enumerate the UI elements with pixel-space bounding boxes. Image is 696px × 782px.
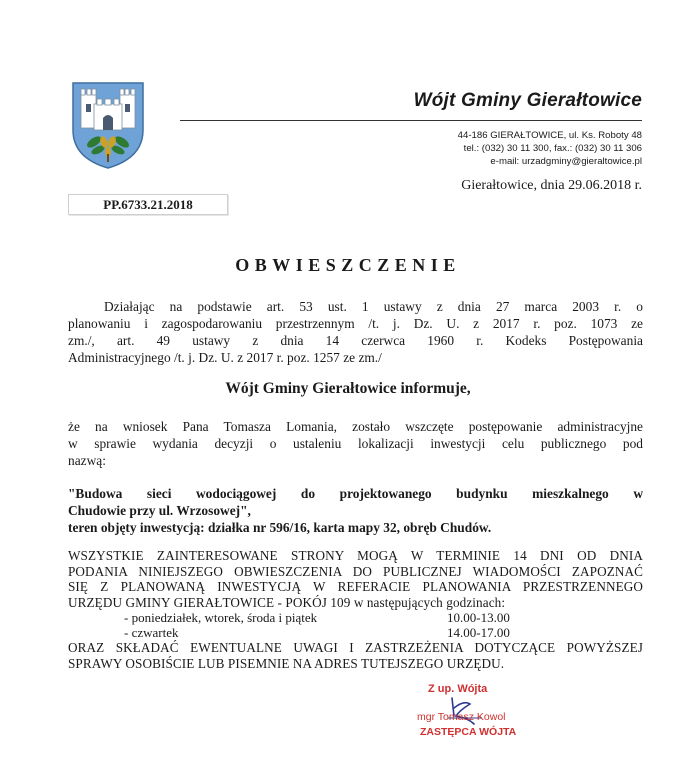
address-email: e-mail: urzadgminy@gieraltowice.pl <box>490 156 642 167</box>
text-line: zm./, art. 49 ustawy z dnia 14 czerwca 1960 r. Kodeks Postępowania <box>68 333 643 348</box>
office-hours-days: - czwartek <box>124 625 179 640</box>
header-divider <box>180 120 642 121</box>
address-phone-fax: tel.: (032) 30 11 300, fax.: (032) 30 11 306 <box>463 143 642 154</box>
legal-basis-paragraph <box>68 298 643 366</box>
text-line: w sprawie wydania decyzji o ustaleniu lokalizacji inwestycji celu publicznego pod <box>68 436 643 451</box>
signature-role: ZASTĘPCA WÓJTA <box>420 726 517 738</box>
text-line: ORAZ SKŁADAĆ EWENTUALNE UWAGI I ZASTRZEŻENIA DOTYCZĄCE POWYŻSZEJ <box>68 640 643 655</box>
office-hours-time: 10.00-13.00 <box>447 610 510 625</box>
text-line: SPRAWY OSOBIŚCIE LUB PISEMNIE NA ADRES TUTEJSZEGO URZĘDU. <box>68 655 505 671</box>
office-title: Wójt Gminy Gierałtowice <box>413 90 642 111</box>
reference-number: PP.6733.21.2018 <box>68 194 228 215</box>
body-paragraph <box>68 418 643 469</box>
text-line: SIĘ Z PLANOWANĄ INWESTYCJĄ W REFERACIE PLANOWANIA PRZESTRZENNEGO <box>68 579 643 594</box>
project-description <box>68 485 643 536</box>
place-and-date: Gierałtowice, dnia 29.06.2018 r. <box>461 178 642 193</box>
signature-authority: Z up. Wójta <box>428 683 488 695</box>
text-line: URZĘDU GMINY GIERAŁTOWICE - POKÓJ 109 w następujących godzinach: <box>68 594 506 610</box>
text-line: PODANIA NINIEJSZEGO OBWIESZCZENIA DO PUBLICZNEJ WIADOMOŚCI ZAPOZNAĆ <box>68 563 643 579</box>
office-hours-days: - poniedziałek, wtorek, środa i piątek <box>124 610 318 625</box>
notice-paragraph <box>68 548 643 610</box>
text-line: "Budowa sieci wodociągowej do projektowanego budynku mieszkalnego w <box>68 486 643 501</box>
text-line: że na wniosek Pana Tomasza Lomania, zostało wszczęte postępowanie administracyjne <box>68 419 643 434</box>
text-line: WSZYSTKIE ZAINTERESOWANE STRONY MOGĄ W TERMINIE 14 DNI OD DNIA <box>68 548 643 563</box>
address-street: 44-186 GIERAŁTOWICE, ul. Ks. Roboty 48 <box>457 130 642 141</box>
closing-paragraph <box>68 640 643 671</box>
office-hours-time: 14.00-17.00 <box>447 625 510 640</box>
text-line: planowaniu i zagospodarowaniu przestrzennym /t. j. Dz. U. z 2017 r. poz. 1073 ze <box>68 316 643 331</box>
text-line: Działając na podstawie art. 53 ust. 1 ustawy z dnia 27 marca 2003 r. o <box>104 299 643 314</box>
signature-name: mgr Tomasz Kowol <box>417 711 506 723</box>
text-line: Chudowie przy ul. Wrzosowej", <box>68 503 251 518</box>
text-line: teren objęty inwestycją: działka nr 596/16, karta mapy 32, obręb Chudów. <box>68 520 492 535</box>
informs-heading: Wójt Gminy Gierałtowice informuje, <box>225 380 471 397</box>
document-title: OBWIESZCZENIE <box>235 255 461 275</box>
text-line: Administracyjnego /t. j. Dz. U. z 2017 r. poz. 1257 ze zm./ <box>68 350 382 365</box>
text-line: nazwą: <box>68 453 106 468</box>
coat-of-arms-icon <box>70 80 146 170</box>
